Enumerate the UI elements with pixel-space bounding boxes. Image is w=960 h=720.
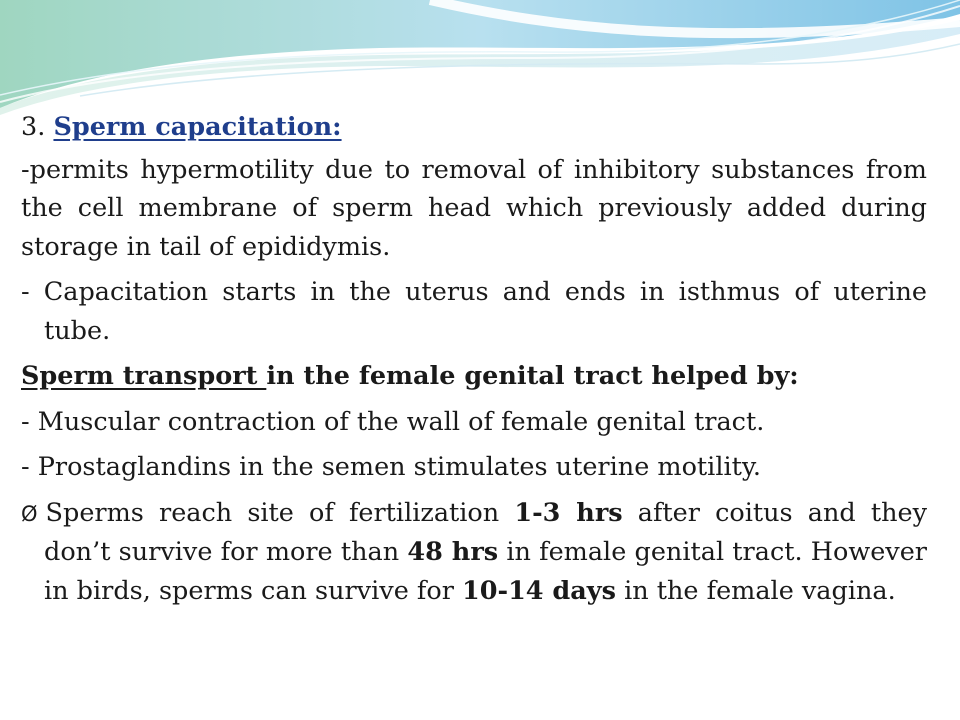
section-heading xyxy=(21,108,927,147)
arrow-bullet-icon: Ø xyxy=(21,501,38,526)
section-title: Sperm capacitation: xyxy=(53,112,342,142)
section-number: 3. xyxy=(21,112,46,142)
transport-point: - Muscular contraction of the wall of female genital tract. xyxy=(21,406,765,437)
transport-heading-rest: in the female genital tract helped by: xyxy=(266,361,799,391)
arrow-text: Sperms reach site of fertilization xyxy=(45,497,515,528)
arrow-bold-time: 10-14 days xyxy=(462,575,616,606)
arrow-bold-time: 48 hrs xyxy=(407,537,499,567)
decorative-wave-banner xyxy=(0,0,960,120)
arrow-bold-time: 1-3 hrs xyxy=(514,497,623,528)
transport-heading xyxy=(21,357,927,396)
transport-heading-underlined: Sperm transport xyxy=(21,361,267,391)
arrow-text: after coitus and they don’t survive for more than xyxy=(44,497,927,567)
capacitation-definition: -permits hypermotility due to removal of inhibitory substances from the cell membrane of sperm head which previously added during storage in tail of epididymis. xyxy=(21,154,927,262)
capacitation-site-point: - Capacitation starts in the uterus and ends in isthmus of uterine tube. xyxy=(21,277,927,346)
arrow-text: in the female vagina. xyxy=(615,575,896,606)
arrow-text: in female genital tract. However in birds, sperms can survive for xyxy=(44,537,927,606)
arrow-bullet-point xyxy=(21,494,927,611)
slide-body xyxy=(21,108,927,610)
transport-point: - Prostaglandins in the semen stimulates uterine motility. xyxy=(21,452,762,482)
